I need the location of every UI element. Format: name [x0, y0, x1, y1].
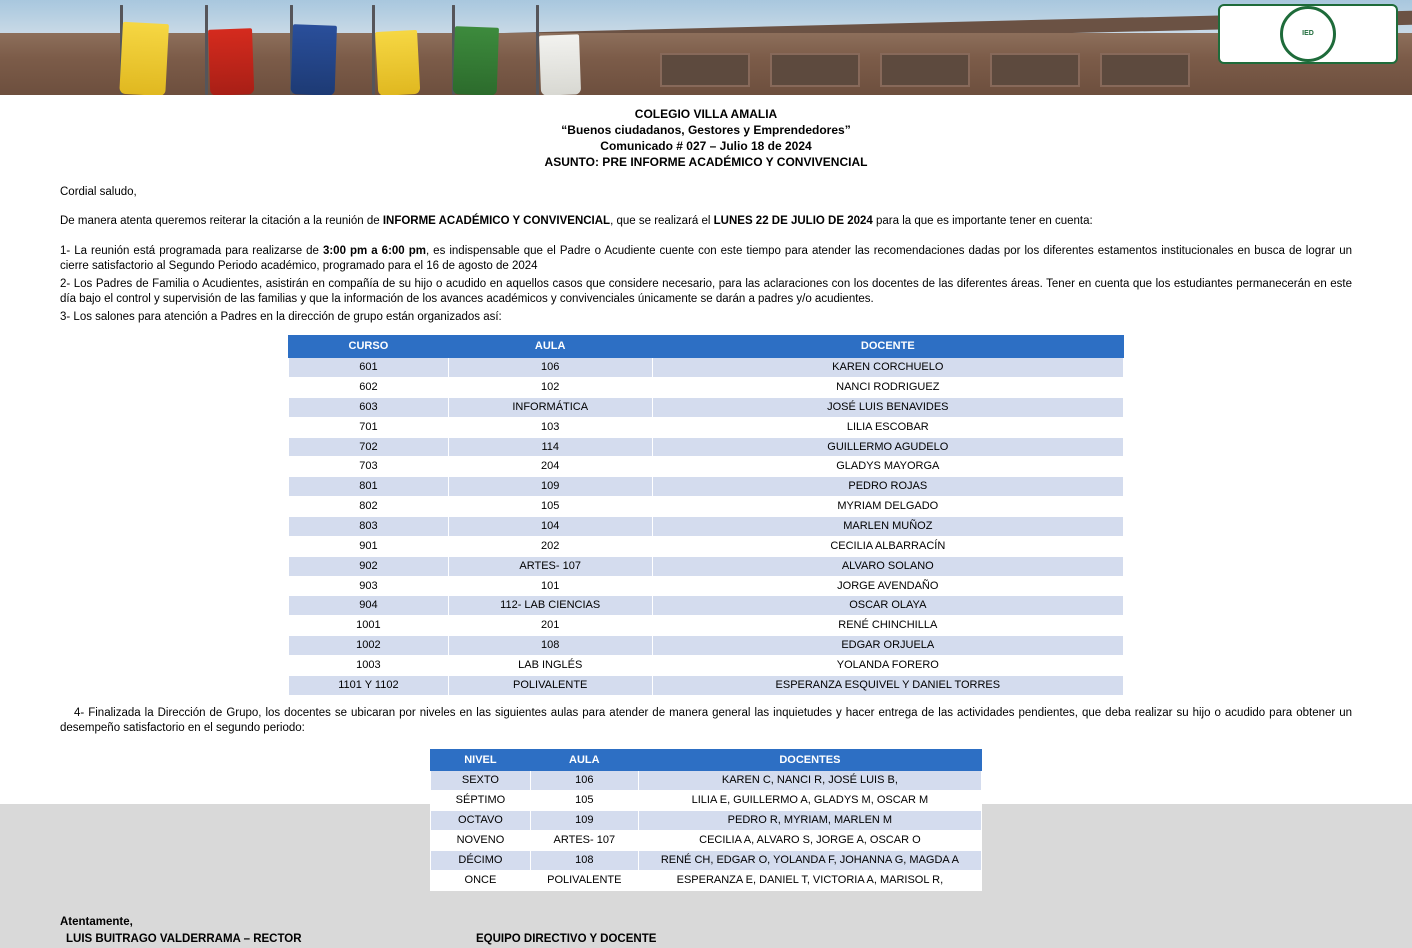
- cell-curso: 904: [289, 596, 449, 616]
- cell-docente: LILIA ESCOBAR: [652, 417, 1123, 437]
- table-row: [289, 437, 1124, 457]
- title-line-motto: “Buenos ciudadanos, Gestores y Emprendedores”: [561, 122, 851, 137]
- cell-docentes: ESPERANZA E, DANIEL T, VICTORIA A, MARISOL R,: [638, 870, 981, 890]
- cell-docente: GUILLERMO AGUDELO: [652, 437, 1123, 457]
- cell-nivel: ONCE: [431, 870, 531, 890]
- flag-red: [208, 28, 254, 95]
- intro-text-b: INFORME ACADÉMICO Y CONVIVENCIAL: [382, 215, 611, 228]
- courses-header-curso: CURSO: [289, 336, 449, 358]
- cell-aula: 202: [448, 536, 652, 556]
- cell-aula: POLIVALENTE: [530, 870, 638, 890]
- table-row: [289, 596, 1124, 616]
- cell-docente: GLADYS MAYORGA: [652, 457, 1123, 477]
- cell-curso: 1003: [289, 655, 449, 675]
- table-row: [431, 811, 982, 831]
- cell-docente: MYRIAM DELGADO: [652, 497, 1123, 517]
- cell-docentes: CECILIA A, ALVARO S, JORGE A, OSCAR O: [638, 831, 981, 851]
- cell-curso: 703: [289, 457, 449, 477]
- cell-curso: 602: [289, 378, 449, 398]
- levels-header-aula: AULA: [530, 749, 638, 771]
- cell-curso: 601: [289, 358, 449, 378]
- cell-aula: 204: [448, 457, 652, 477]
- cell-nivel: DÉCIMO: [431, 850, 531, 870]
- cell-docente: MARLEN MUÑOZ: [652, 517, 1123, 537]
- closing-line: Atentamente,: [60, 915, 133, 928]
- cell-docentes: KAREN C, NANCI R, JOSÉ LUIS B,: [638, 771, 981, 791]
- title-line-asunto: ASUNTO: PRE INFORME ACADÉMICO Y CONVIVENCIAL: [544, 154, 868, 169]
- cell-aula: 108: [448, 636, 652, 656]
- flag-white: [539, 34, 581, 95]
- cell-docente: JOSÉ LUIS BENAVIDES: [652, 397, 1123, 417]
- cell-aula: POLIVALENTE: [448, 675, 652, 695]
- cell-aula: ARTES- 107: [448, 556, 652, 576]
- table-row: [289, 655, 1124, 675]
- cell-aula: 109: [530, 811, 638, 831]
- table-row: [431, 870, 982, 890]
- banner-window: [660, 53, 750, 87]
- table-row: [431, 771, 982, 791]
- cell-docente: ESPERANZA ESQUIVEL Y DANIEL TORRES: [652, 675, 1123, 695]
- cell-aula: INFORMÁTICA: [448, 397, 652, 417]
- document-content: [0, 95, 1412, 948]
- cell-docentes: PEDRO R, MYRIAM, MARLEN M: [638, 811, 981, 831]
- banner-window: [990, 53, 1080, 87]
- title-line-school: COLEGIO VILLA AMALIA: [634, 107, 778, 121]
- table-row: [289, 397, 1124, 417]
- cell-curso: 803: [289, 517, 449, 537]
- item-1-text-a: 1- La reunión está programada para realizarse de: [60, 244, 323, 257]
- cell-aula: LAB INGLÉS: [448, 655, 652, 675]
- intro-text-d: LUNES 22 DE JULIO DE 2024: [713, 215, 873, 228]
- banner-window: [880, 53, 970, 87]
- cell-aula: 101: [448, 576, 652, 596]
- cell-docente: NANCI RODRIGUEZ: [652, 378, 1123, 398]
- cell-docente: YOLANDA FORERO: [652, 655, 1123, 675]
- cell-curso: 701: [289, 417, 449, 437]
- courses-table-body: [289, 358, 1124, 695]
- flag-pole: [372, 5, 375, 95]
- table-row: [289, 477, 1124, 497]
- signature-rector: LUIS BUITRAGO VALDERRAMA – RECTOR: [66, 933, 302, 946]
- cell-curso: 1001: [289, 616, 449, 636]
- cell-curso: 901: [289, 536, 449, 556]
- cell-docente: OSCAR OLAYA: [652, 596, 1123, 616]
- table-row: [289, 556, 1124, 576]
- cell-curso: 603: [289, 397, 449, 417]
- flag-green: [453, 26, 499, 95]
- signature-team: EQUIPO DIRECTIVO Y DOCENTE: [476, 933, 657, 946]
- school-logo: [1218, 4, 1398, 64]
- school-seal-icon: [1280, 6, 1336, 62]
- table-row: [289, 675, 1124, 695]
- item-1-time: 3:00 pm a 6:00 pm: [322, 244, 426, 257]
- courses-table-header-row: [289, 336, 1124, 358]
- item-1-text-c: , es indispensable que el Padre o Acudiente cuente con este tiempo para atender las recomendaciones dadas por los diferentes estamentos institucionales en busca de lograr un cierre satisfactorio al Segundo Periodo académico, programado para el 16 de agosto de 2024: [60, 244, 1352, 273]
- cell-docente: RENÉ CHINCHILLA: [652, 616, 1123, 636]
- salutation: Cordial saludo,: [60, 185, 137, 198]
- table-row: [289, 497, 1124, 517]
- table-row: [289, 576, 1124, 596]
- table-row: [289, 358, 1124, 378]
- table-row: [289, 457, 1124, 477]
- levels-header-docentes: DOCENTES: [638, 749, 981, 771]
- item-3-paragraph: 3- Los salones para atención a Padres en la dirección de grupo están organizados así:: [60, 310, 502, 323]
- table-row: [289, 616, 1124, 636]
- cell-nivel: NOVENO: [431, 831, 531, 851]
- table-row: [431, 831, 982, 851]
- table-row: [431, 791, 982, 811]
- item-1-paragraph: [60, 244, 1352, 275]
- table-row: [289, 417, 1124, 437]
- cell-docente: JORGE AVENDAÑO: [652, 576, 1123, 596]
- cell-aula: 108: [530, 850, 638, 870]
- levels-header-nivel: NIVEL: [431, 749, 531, 771]
- cell-curso: 702: [289, 437, 449, 457]
- header-banner-image: [0, 0, 1412, 95]
- cell-aula: 102: [448, 378, 652, 398]
- cell-aula: ARTES- 107: [530, 831, 638, 851]
- cell-aula: 112- LAB CIENCIAS: [448, 596, 652, 616]
- cell-aula: 106: [530, 771, 638, 791]
- flag-yellow: [119, 22, 169, 95]
- item-4-paragraph: 4- Finalizada la Dirección de Grupo, los docentes se ubicaran por niveles en las siguientes aulas para atender de manera general las inquietudes y hacer entrega de las actividades pendientes, que deba realizar su hijo o acudido para obtener un desempeño satisfactorio en el segundo periodo:: [60, 706, 1352, 735]
- cell-docente: PEDRO ROJAS: [652, 477, 1123, 497]
- cell-curso: 1101 Y 1102: [289, 675, 449, 695]
- document-title-block: [60, 107, 1352, 171]
- table-row: [289, 517, 1124, 537]
- cell-aula: 103: [448, 417, 652, 437]
- cell-docentes: LILIA E, GUILLERMO A, GLADYS M, OSCAR M: [638, 791, 981, 811]
- cell-aula: 104: [448, 517, 652, 537]
- levels-table: [430, 749, 982, 891]
- cell-nivel: SÉPTIMO: [431, 791, 531, 811]
- flag-pole: [205, 5, 208, 95]
- banner-window: [1100, 53, 1190, 87]
- cell-docente: KAREN CORCHUELO: [652, 358, 1123, 378]
- school-seal-label: IED: [1302, 30, 1314, 38]
- levels-table-body: [431, 771, 982, 890]
- cell-curso: 802: [289, 497, 449, 517]
- cell-aula: 106: [448, 358, 652, 378]
- intro-text-c: , que se realizará el: [610, 215, 714, 228]
- cell-aula: 201: [448, 616, 652, 636]
- cell-aula: 105: [530, 791, 638, 811]
- cell-docente: EDGAR ORJUELA: [652, 636, 1123, 656]
- cell-docente: CECILIA ALBARRACÍN: [652, 536, 1123, 556]
- cell-aula: 105: [448, 497, 652, 517]
- flag-yellow: [375, 30, 420, 95]
- levels-table-header-row: [431, 749, 982, 771]
- courses-header-docente: DOCENTE: [652, 336, 1123, 358]
- cell-docentes: RENÉ CH, EDGAR O, YOLANDA F, JOHANNA G, MAGDA A: [638, 850, 981, 870]
- banner-window: [770, 53, 860, 87]
- cell-nivel: OCTAVO: [431, 811, 531, 831]
- signature-row: [60, 932, 1352, 948]
- table-row: [431, 850, 982, 870]
- intro-text-e: para la que es importante tener en cuenta:: [872, 215, 1093, 228]
- cell-aula: 109: [448, 477, 652, 497]
- cell-nivel: SEXTO: [431, 771, 531, 791]
- table-row: [289, 536, 1124, 556]
- cell-docente: ALVARO SOLANO: [652, 556, 1123, 576]
- table-row: [289, 636, 1124, 656]
- item-2-paragraph: 2- Los Padres de Familia o Acudientes, asistirán en compañía de su hijo o acudido en aquellos casos que considere necesario, para las aclaraciones con los docentes de las diferentes áreas. Tener en cuenta que los estudiantes permanecerán en este día bajo el control y supervisión de las familias y que la información de los avances académicos y convivenciales únicamente se darán a padres y/o acudientes.: [60, 277, 1352, 306]
- title-line-comunicado: Comunicado # 027 – Julio 18 de 2024: [600, 138, 812, 153]
- cell-curso: 903: [289, 576, 449, 596]
- cell-aula: 114: [448, 437, 652, 457]
- flag-blue: [291, 24, 337, 95]
- cell-curso: 1002: [289, 636, 449, 656]
- table-row: [289, 378, 1124, 398]
- courses-table: [288, 335, 1124, 695]
- intro-text-a: De manera atenta queremos reiterar la citación a la reunión de: [60, 215, 383, 228]
- courses-header-aula: AULA: [448, 336, 652, 358]
- intro-paragraph: [60, 214, 1352, 230]
- cell-curso: 902: [289, 556, 449, 576]
- cell-curso: 801: [289, 477, 449, 497]
